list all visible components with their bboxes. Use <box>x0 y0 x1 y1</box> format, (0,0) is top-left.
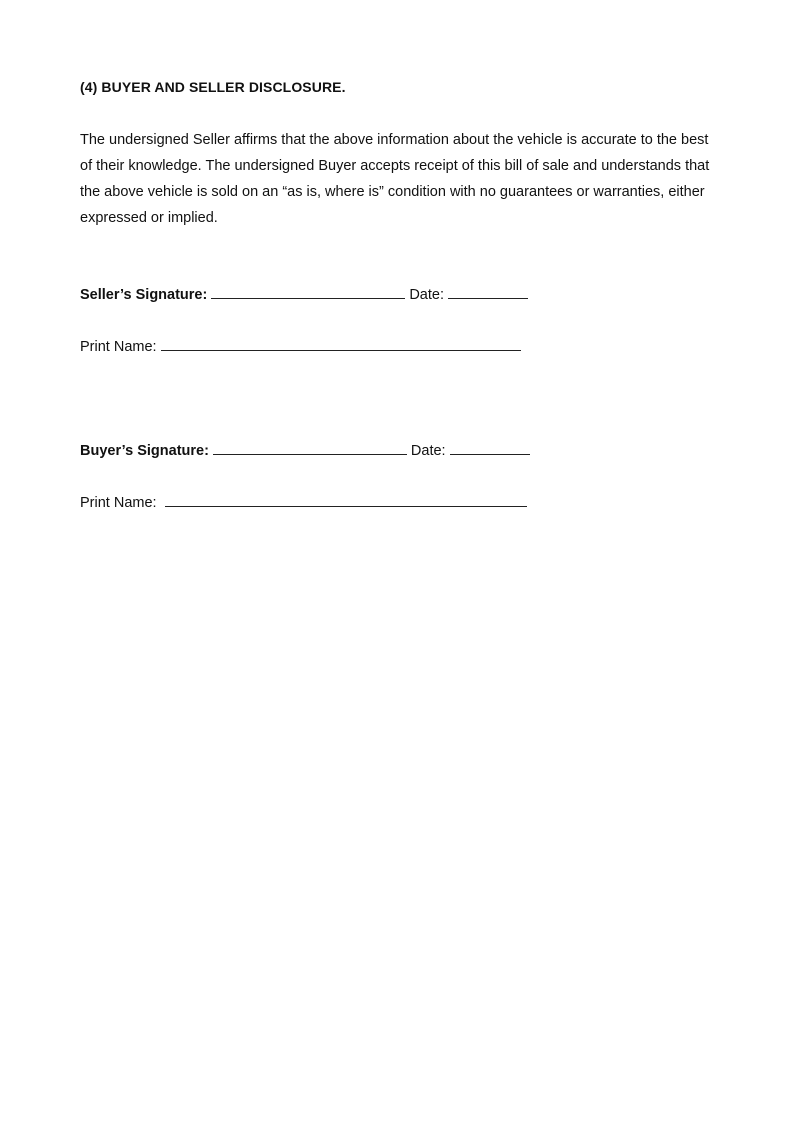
seller-signature-row <box>80 284 528 306</box>
seller-signature-field[interactable] <box>211 284 405 299</box>
buyer-print-name-field[interactable] <box>165 492 527 507</box>
disclosure-paragraph <box>80 127 728 231</box>
buyer-date-field[interactable] <box>450 440 530 455</box>
buyer-print-name-row <box>80 492 527 514</box>
buyer-print-name-label: Print Name: <box>80 495 157 511</box>
paragraph-line: the above vehicle is sold on an “as is, where is” condition with no guarantees or warranties, either <box>80 184 705 200</box>
paragraph-line: The undersigned Seller affirms that the above information about the vehicle is accurate to the best <box>80 132 709 148</box>
paragraph-line: of their knowledge. The undersigned Buyer accepts receipt of this bill of sale and understands that <box>80 158 710 174</box>
buyer-signature-row <box>80 440 530 462</box>
seller-print-name-field[interactable] <box>161 336 521 351</box>
section-heading: (4) BUYER AND SELLER DISCLOSURE. <box>80 79 346 95</box>
buyer-date-label: Date: <box>410 443 446 459</box>
seller-date-field[interactable] <box>448 284 528 299</box>
seller-signature-label: Seller’s Signature: <box>80 287 208 303</box>
buyer-signature-label: Buyer’s Signature: <box>80 443 209 459</box>
buyer-signature-field[interactable] <box>213 440 407 455</box>
seller-print-name-label: Print Name: <box>80 339 157 355</box>
paragraph-line: expressed or implied. <box>80 210 218 226</box>
seller-print-name-row <box>80 336 521 358</box>
seller-date-label: Date: <box>409 287 444 303</box>
